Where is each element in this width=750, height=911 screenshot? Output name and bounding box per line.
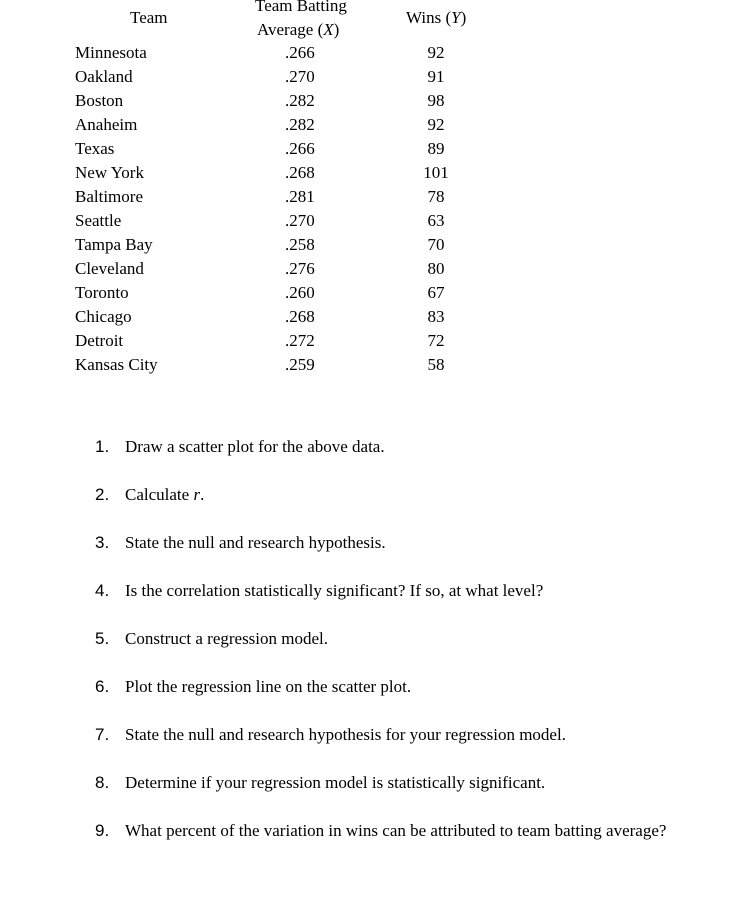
wins-count: 72 <box>427 331 445 350</box>
question-variable: r <box>193 485 201 504</box>
team-name: Detroit <box>75 331 124 350</box>
wins-count: 92 <box>427 43 445 62</box>
team-name: Toronto <box>75 283 129 302</box>
header-wins-suffix: ) <box>460 8 467 27</box>
question-text: Draw a scatter plot for the above data. <box>125 437 385 456</box>
question-number: 9. <box>95 821 110 840</box>
wins-count: 78 <box>427 187 445 206</box>
question-number: 7. <box>95 725 110 744</box>
header-batting-average-line1: Team Batting <box>255 0 347 15</box>
batting-average: .266 <box>285 43 315 62</box>
batting-average: .259 <box>285 355 315 374</box>
team-name: Baltimore <box>75 187 143 206</box>
batting-average: .281 <box>285 187 315 206</box>
team-name: Cleveland <box>75 259 144 278</box>
team-name: Boston <box>75 91 124 110</box>
question-text: What percent of the variation in wins can be attributed to team batting average? <box>125 821 667 840</box>
team-name: Chicago <box>75 307 132 326</box>
team-name: Texas <box>75 139 115 158</box>
question-number: 4. <box>95 581 110 600</box>
question-text: State the null and research hypothesis for your regression model. <box>125 725 566 744</box>
wins-count: 92 <box>427 115 445 134</box>
question-text: Construct a regression model. <box>125 629 329 648</box>
header-team: Team <box>130 8 168 27</box>
wins-count: 91 <box>427 67 445 86</box>
question-text: State the null and research hypothesis. <box>125 533 386 552</box>
header-batting-average-line2 <box>257 20 339 40</box>
wins-count: 80 <box>427 259 445 278</box>
team-name: Kansas City <box>75 355 158 374</box>
question-number: 5. <box>95 629 110 648</box>
header-avg-variable: X <box>323 20 334 39</box>
question-text <box>125 485 204 505</box>
team-name: Minnesota <box>75 43 147 62</box>
team-name: Seattle <box>75 211 122 230</box>
team-name: Tampa Bay <box>75 235 153 254</box>
question-number: 1. <box>95 437 110 456</box>
question-text: Is the correlation statistically significant? If so, at what level? <box>125 581 544 600</box>
wins-count: 101 <box>423 163 449 182</box>
team-name: Anaheim <box>75 115 138 134</box>
batting-average: .270 <box>285 211 315 230</box>
question-text-suffix: . <box>200 485 205 504</box>
question-number: 2. <box>95 485 110 504</box>
wins-count: 83 <box>427 307 445 326</box>
batting-average: .268 <box>285 163 315 182</box>
batting-average: .282 <box>285 115 315 134</box>
batting-average: .276 <box>285 259 315 278</box>
wins-count: 98 <box>427 91 445 110</box>
question-number: 3. <box>95 533 110 552</box>
wins-count: 89 <box>427 139 445 158</box>
header-wins-prefix: Wins ( <box>406 8 452 27</box>
team-name: New York <box>75 163 144 182</box>
header-wins <box>406 8 466 28</box>
header-avg-prefix: Average ( <box>257 20 324 39</box>
batting-average: .260 <box>285 283 315 302</box>
question-text: Plot the regression line on the scatter plot. <box>125 677 412 696</box>
team-name: Oakland <box>75 67 133 86</box>
batting-average: .270 <box>285 67 315 86</box>
batting-average: .272 <box>285 331 315 350</box>
wins-count: 67 <box>427 283 445 302</box>
wins-count: 58 <box>427 355 445 374</box>
header-wins-variable: Y <box>451 8 461 27</box>
question-text-prefix: Calculate <box>125 485 194 504</box>
wins-count: 63 <box>427 211 445 230</box>
question-number: 6. <box>95 677 110 696</box>
batting-average: .266 <box>285 139 315 158</box>
header-avg-suffix: ) <box>333 20 340 39</box>
batting-average: .258 <box>285 235 315 254</box>
wins-count: 70 <box>427 235 445 254</box>
batting-average: .268 <box>285 307 315 326</box>
batting-average: .282 <box>285 91 315 110</box>
question-number: 8. <box>95 773 110 792</box>
question-text: Determine if your regression model is statistically significant. <box>125 773 546 792</box>
